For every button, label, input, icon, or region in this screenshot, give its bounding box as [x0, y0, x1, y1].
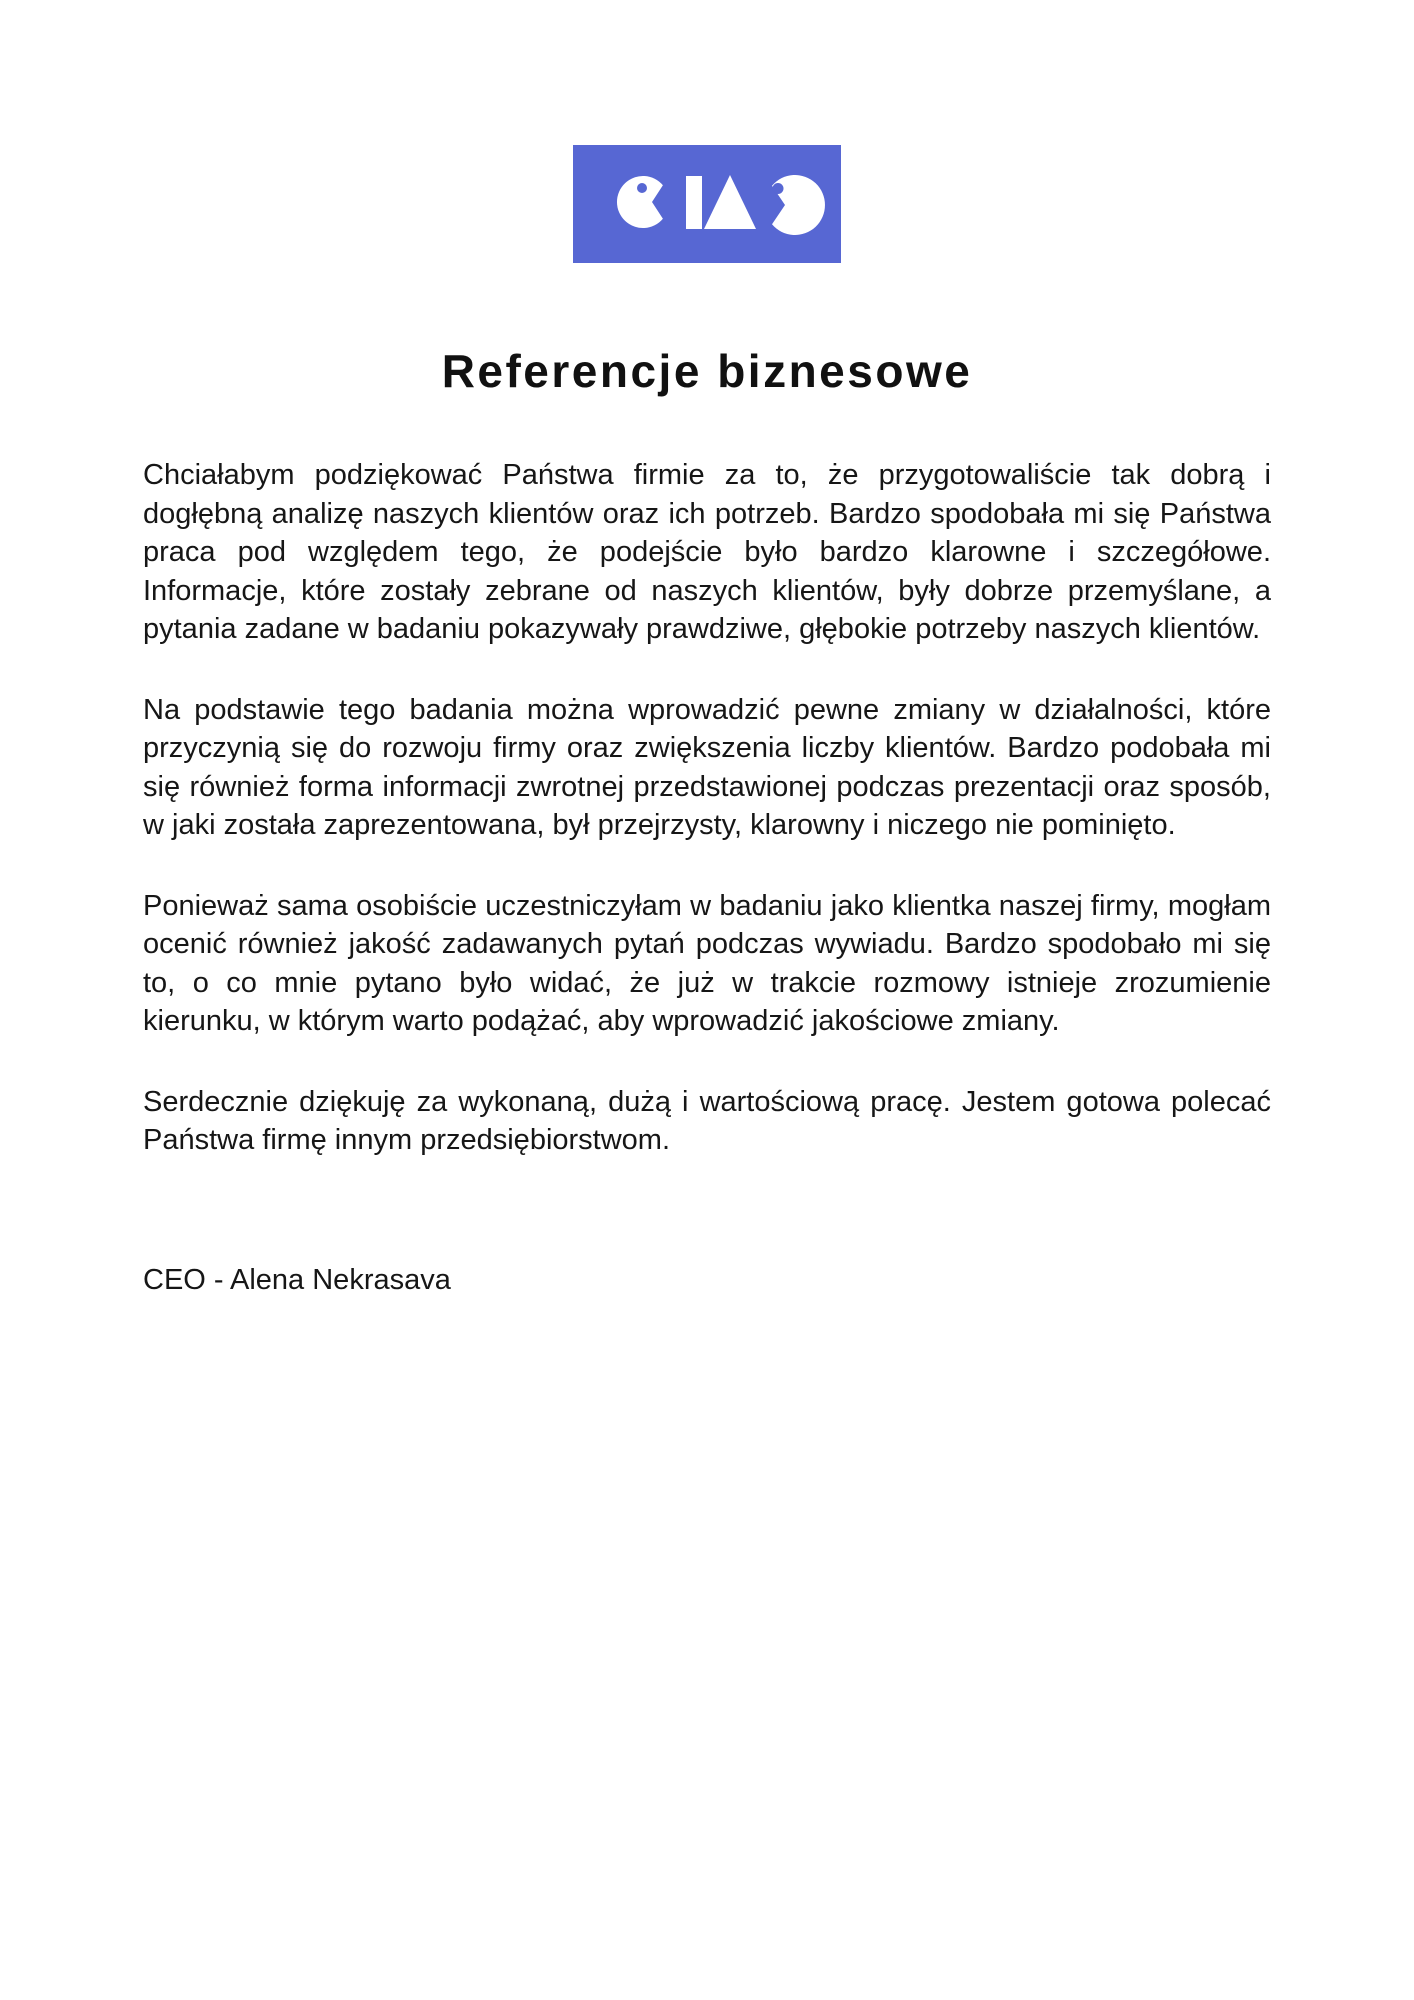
- logo-o-eye-icon: [773, 183, 784, 194]
- signature-line: CEO - Alena Nekrasava: [143, 1263, 451, 1296]
- letter-paragraph-3: Ponieważ sama osobiście uczestniczyłam w badaniu jako klientka naszej firmy, mogłam ocenić również jakość zadawanych pytań podczas wywiadu. Bardzo spodobało mi się to, o co mnie pytano było widać, że już w trakcie rozmowy istnieje zrozumienie kierunku, w którym warto podążać, aby wprowadzić jakościowe zmiany.: [143, 889, 1271, 1037]
- letter-paragraph-2: Na podstawie tego badania można wprowadzić pewne zmiany w działalności, które przyczynią się do rozwoju firmy oraz zwiększenia liczby klientów. Bardzo podobała mi się również forma informacji zwrotnej przedstawionej podczas prezentacji oraz sposób, w jaki została zaprezentowana, był przejrzysty, klarowny i niczego nie pominięto.: [143, 693, 1271, 841]
- letter-paragraph-4: Serdecznie dziękuję za wykonaną, dużą i wartościową pracę. Jestem gotowa polecać Państwa firmę innym przedsiębiorstwom.: [143, 1085, 1271, 1156]
- company-logo: [573, 145, 841, 263]
- logo-letter-i-bar-icon: [686, 176, 702, 229]
- logo-c-eye-icon: [637, 183, 647, 193]
- page-title: Referencje biznesowe: [441, 345, 973, 397]
- letter-paragraph-1: Chciałabym podziękować Państwa firmie za to, że przygotowaliście tak dobrą i dogłębną analizę naszych klientów oraz ich potrzeb. Bardzo spodobała mi się Państwa praca pod względem tego, że podejście było bardzo klarowne i szczegółowe. Informacje, które zostały zebrane od naszych klientów, były dobrze przemyślane, a pytania zadane w badaniu pokazywały prawdziwe, głębokie potrzeby naszych klientów.: [143, 459, 1271, 645]
- letter-body: [143, 456, 1271, 1299]
